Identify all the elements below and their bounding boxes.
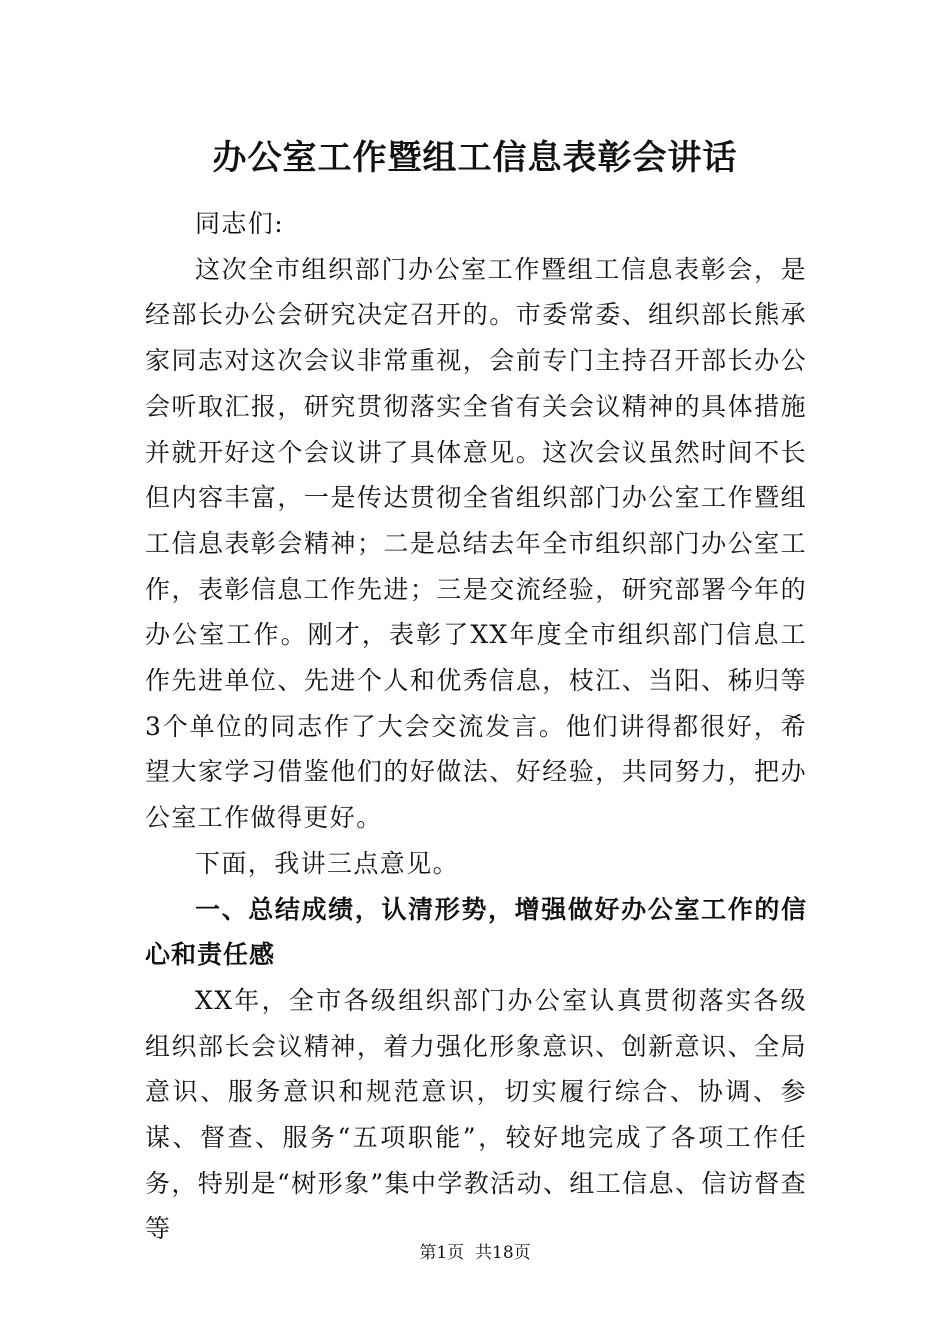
section-heading: 一、总结成绩，认清形势，增强做好办公室工作的信心和责任感 [145, 894, 807, 970]
page-footer [0, 1241, 950, 1265]
paragraph-outline: 下面，我讲三点意见。 [195, 848, 460, 878]
page-total: 共18页 [475, 1243, 531, 1263]
paragraph-intro: 这次全市组织部门办公室工作暨组工信息表彰会，是经部长办公会研究决定召开的。市委常委、组织部长熊承家同志对这次会议非常重视，会前专门主持召开部长办公会听取汇报，研究贯彻落实全省有关会议精神的具体措施并就开好这个会议讲了具体意见。这次会议虽然时间不长但内容丰富，一是传达贯彻全省组织部门办公室工作暨组工信息表彰会精神；二是总结去年全市组织部门办公室工作，表彰信息工作先进；三是交流经验，研究部署今年的办公室工作。刚才，表彰了XX年度全市组织部门信息工作先进单位、先进个人和优秀信息，枝江、当阳、秭归等3个单位的同志作了大会交流发言。他们讲得都很好，希望大家学习借鉴他们的好做法、好经验，共同努力，把办公室工作做得更好。 [145, 254, 807, 833]
salutation: 同志们: [195, 209, 285, 238]
section-paragraph: XX年，全市各级组织部门办公室认真贯彻落实各级组织部长会议精神，着力强化形象意识、创新意识、全局意识、服务意识和规范意识，切实履行综合、协调、参谋、督查、服务“五项职能”，较好地完成了各项工作任务，特别是“树形象”集中学教活动、组工信息、信访督查等 [145, 985, 807, 1244]
document-body [145, 201, 807, 1252]
page-number: 第1页 [419, 1243, 465, 1263]
document-title: 办公室工作暨组工信息表彰会讲话 [212, 138, 738, 178]
